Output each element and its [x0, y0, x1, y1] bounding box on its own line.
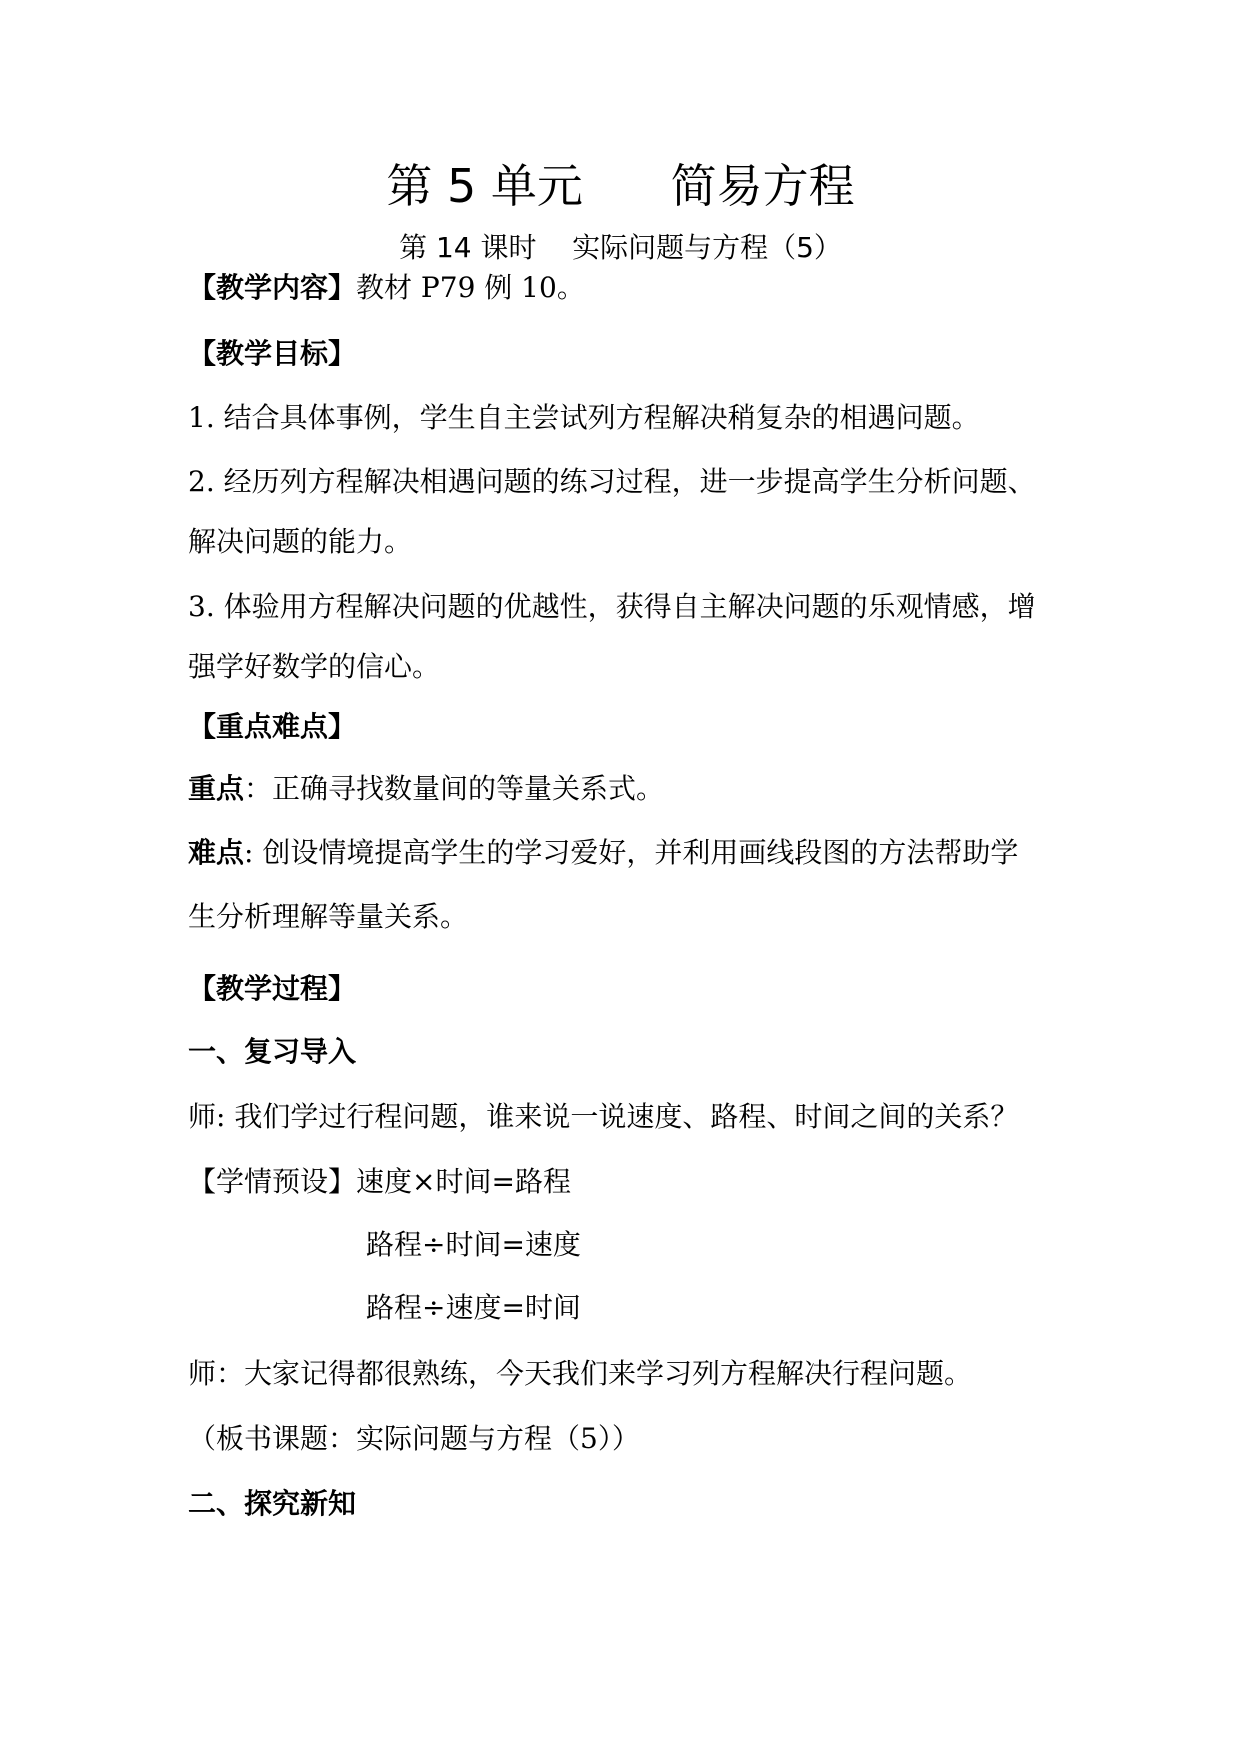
teaching-content-line [188, 268, 585, 308]
focus-label: 重点 [188, 772, 245, 805]
teacher-question: 师: 我们学过行程问题，谁来说一说速度、路程、时间之间的关系？ [188, 1100, 1019, 1133]
objective-item: 1. 结合具体事例，学生自主尝试列方程解决稍复杂的相遇问题。 [188, 401, 980, 434]
section-heading-review: 一、复习导入 [188, 1035, 357, 1068]
focus-line [188, 769, 664, 809]
preset-line [188, 1162, 571, 1202]
objective-item: 2. 经历列方程解决相遇问题的练习过程，进一步提高学生分析问题、 [188, 465, 1036, 498]
unit-title: 第 5 单元 简易方程 [386, 159, 855, 213]
difficulty-text: : 创设情境提高学生的学习爱好，并利用画线段图的方法帮助学 [244, 836, 1019, 869]
process-heading: 【教学过程】 [188, 972, 357, 1005]
board-note: （板书课题：实际问题与方程（5）） [188, 1422, 640, 1455]
teaching-content-text: 教材 P79 例 10。 [356, 271, 585, 304]
preset-label: 【学情预设】 [188, 1165, 357, 1198]
section-heading-explore: 二、探究新知 [188, 1487, 357, 1520]
formula-item: 路程÷速度=时间 [366, 1291, 581, 1324]
difficulty-line [188, 833, 1018, 873]
teacher-statement: 师：大家记得都很熟练，今天我们来学习列方程解决行程问题。 [188, 1357, 973, 1390]
focus-text: ：正确寻找数量间的等量关系式。 [244, 772, 665, 805]
formula-item: 路程÷时间=速度 [366, 1228, 581, 1261]
objective-item: 3. 体验用方程解决问题的优越性，获得自主解决问题的乐观情感，增 [188, 590, 1036, 623]
teaching-content-label: 【教学内容】 [188, 271, 357, 304]
objective-item: 强学好数学的信心。 [188, 650, 441, 683]
difficulty-line-2: 生分析理解等量关系。 [188, 900, 469, 933]
lesson-subtitle: 第 14 课时 实际问题与方程（5） [399, 231, 842, 264]
difficulty-label: 难点 [188, 836, 245, 869]
key-points-heading: 【重点难点】 [188, 710, 357, 743]
objective-item: 解决问题的能力。 [188, 525, 413, 558]
formula-item: 速度×时间=路程 [356, 1165, 571, 1198]
objectives-heading: 【教学目标】 [188, 337, 357, 370]
